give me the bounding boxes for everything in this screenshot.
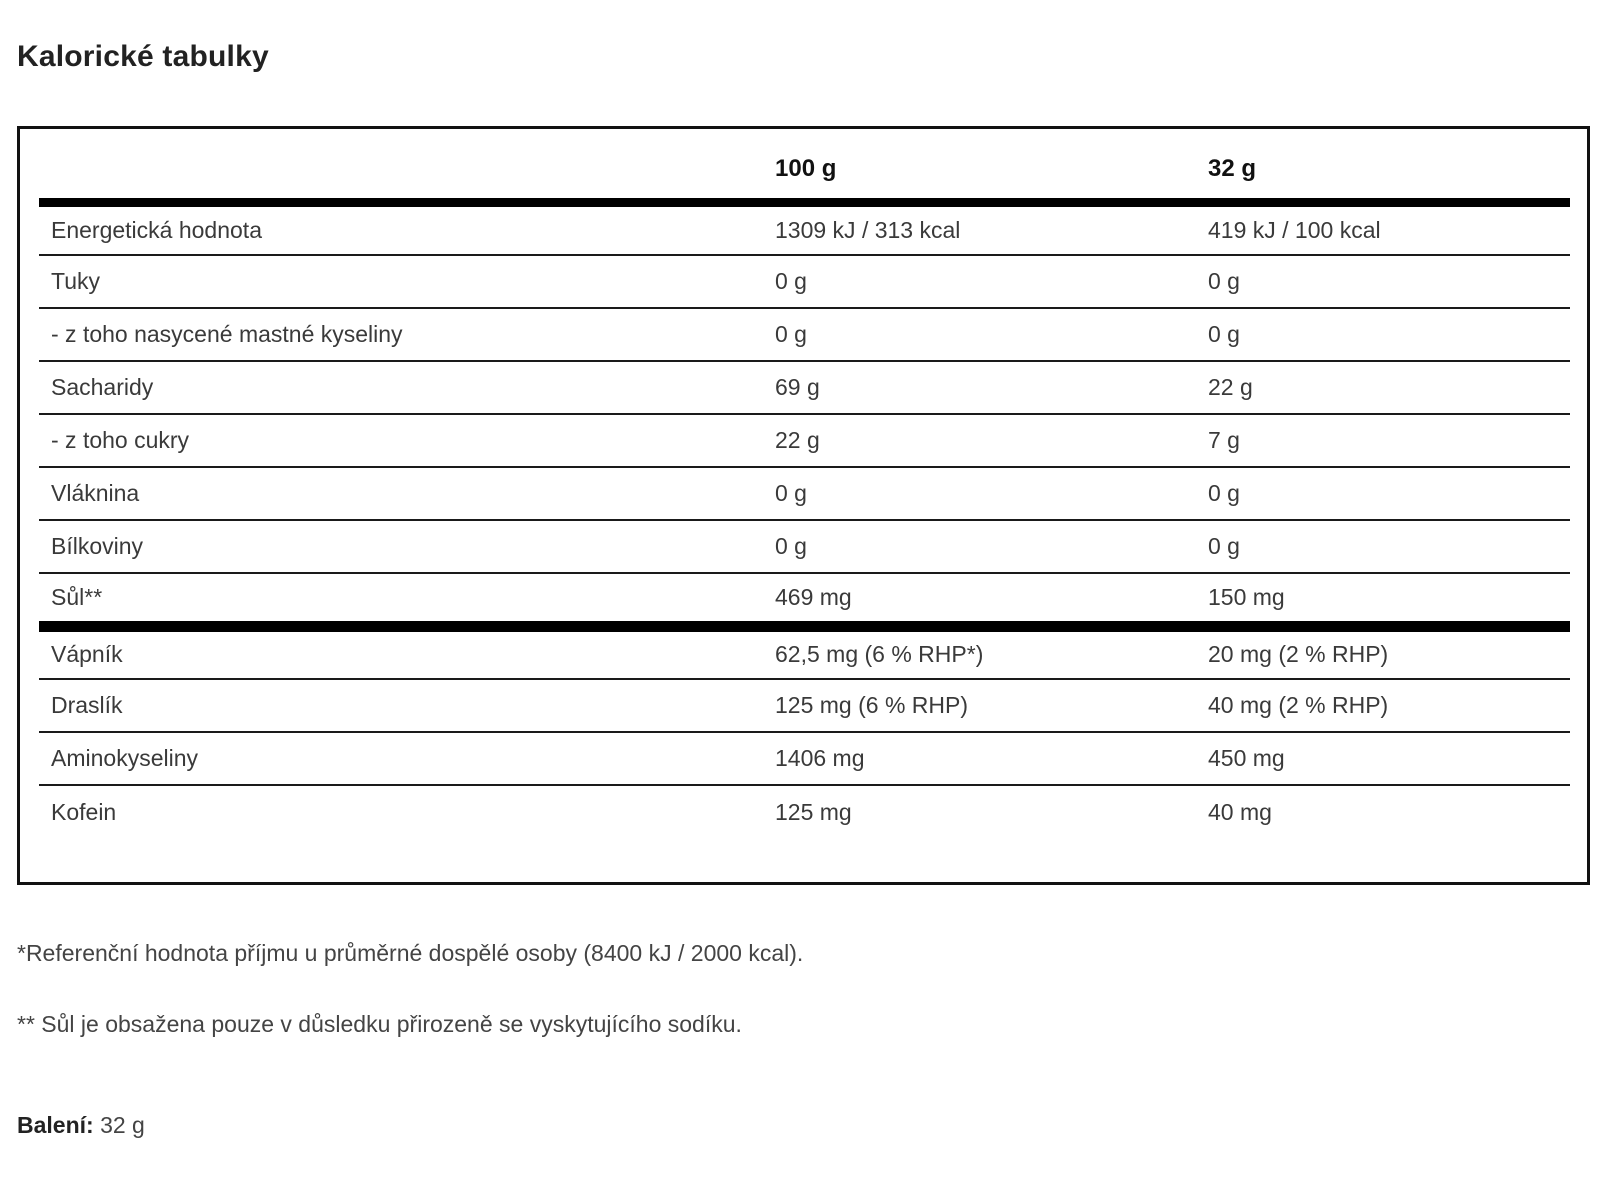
table-row [39, 573, 1570, 626]
row-value-serving: 20 mg (2 % RHP) [1196, 626, 1570, 679]
header-per-100g: 100 g [763, 129, 1196, 202]
row-value-serving: 22 g [1196, 361, 1570, 414]
row-value-serving: 7 g [1196, 414, 1570, 467]
row-label: - z toho cukry [39, 414, 763, 467]
nutrition-table [39, 129, 1570, 838]
row-label: Energetická hodnota [39, 202, 763, 255]
row-value-100g: 469 mg [763, 573, 1196, 626]
header-nutrient [39, 129, 763, 202]
row-value-serving: 419 kJ / 100 kcal [1196, 202, 1570, 255]
table-row [39, 255, 1570, 308]
table-row [39, 679, 1570, 732]
table-row [39, 732, 1570, 785]
row-value-100g: 0 g [763, 255, 1196, 308]
row-value-100g: 62,5 mg (6 % RHP*) [763, 626, 1196, 679]
row-label: Draslík [39, 679, 763, 732]
row-value-100g: 22 g [763, 414, 1196, 467]
row-label: - z toho nasycené mastné kyseliny [39, 308, 763, 361]
row-value-serving: 0 g [1196, 308, 1570, 361]
table-row [39, 308, 1570, 361]
table-row [39, 626, 1570, 679]
row-value-serving: 450 mg [1196, 732, 1570, 785]
page-title: Kalorické tabulky [17, 40, 269, 73]
table-header-row [39, 129, 1570, 202]
row-value-100g: 125 mg (6 % RHP) [763, 679, 1196, 732]
table-row [39, 520, 1570, 573]
table-row [39, 202, 1570, 255]
row-value-100g: 125 mg [775, 798, 852, 825]
row-label: Tuky [39, 255, 763, 308]
table-row [39, 361, 1570, 414]
packaging-info [17, 1112, 145, 1139]
footnote-reference-intake: *Referenční hodnota příjmu u průměrné dospělé osoby (8400 kJ / 2000 kcal). [17, 940, 804, 966]
row-label: Sůl** [39, 573, 763, 626]
row-value-serving: 40 mg (2 % RHP) [1196, 679, 1570, 732]
packaging-label: Balení: [17, 1112, 94, 1138]
row-value-serving: 0 g [1196, 255, 1570, 308]
packaging-value: 32 g [100, 1112, 145, 1138]
row-label: Sacharidy [39, 361, 763, 414]
row-value-100g: 69 g [763, 361, 1196, 414]
header-per-serving: 32 g [1196, 129, 1570, 202]
row-label: Bílkoviny [39, 520, 763, 573]
footnote-salt: ** Sůl je obsažena pouze v důsledku přirozeně se vyskytujícího sodíku. [17, 1011, 742, 1037]
table-row [39, 467, 1570, 520]
row-value-100g: 0 g [763, 308, 1196, 361]
row-value-100g: 1406 mg [763, 732, 1196, 785]
row-label: Aminokyseliny [39, 732, 763, 785]
row-label: Vláknina [39, 467, 763, 520]
row-label: Vápník [39, 626, 763, 679]
table-row [39, 785, 1570, 838]
row-value-100g: 0 g [763, 520, 1196, 573]
nutrition-table-frame [17, 126, 1590, 885]
table-row [39, 414, 1570, 467]
row-value-100g: 1309 kJ / 313 kcal [763, 202, 1196, 255]
row-value-serving: 0 g [1196, 467, 1570, 520]
row-value-serving: 0 g [1196, 520, 1570, 573]
row-value-serving: 150 mg [1196, 573, 1570, 626]
row-value-100g: 0 g [763, 467, 1196, 520]
row-label: Kofein [51, 798, 117, 825]
row-value-serving: 40 mg [1208, 798, 1272, 825]
